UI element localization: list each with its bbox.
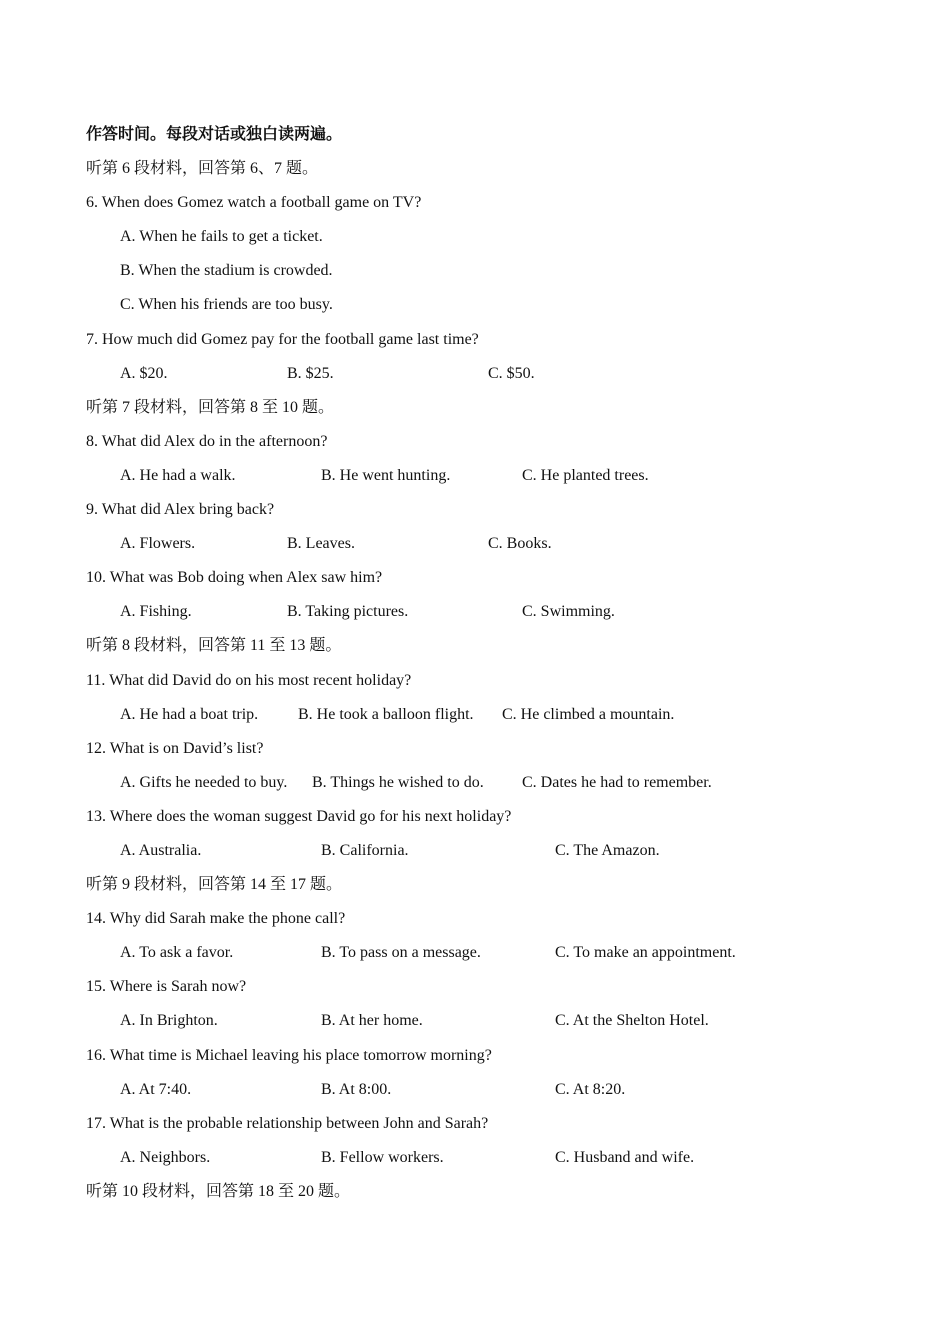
answer-option[interactable]: B. He went hunting. [321, 466, 451, 484]
question-text: 6. When does Gomez watch a football game on TV? [86, 194, 422, 212]
answer-option[interactable]: A. In Brighton. [120, 1012, 218, 1030]
answer-option[interactable]: B. California. [321, 841, 409, 859]
answer-option[interactable]: B. When the stadium is crowded. [120, 262, 333, 280]
options-row [86, 357, 886, 391]
question-text: 15. Where is Sarah now? [86, 978, 247, 996]
answer-option[interactable]: C. He planted trees. [522, 466, 649, 484]
answer-option[interactable]: A. Fishing. [120, 603, 192, 621]
answer-option[interactable]: C. Dates he had to remember. [522, 773, 712, 791]
question-text: 11. What did David do on his most recent holiday? [86, 671, 412, 689]
question-text: 10. What was Bob doing when Alex saw him? [86, 569, 383, 587]
answer-option[interactable]: A. Neighbors. [120, 1148, 211, 1166]
answer-option[interactable]: B. Fellow workers. [321, 1148, 444, 1166]
answer-option[interactable]: A. When he fails to get a ticket. [120, 228, 323, 246]
answer-option[interactable]: B. He took a balloon flight. [298, 705, 474, 723]
answer-option[interactable]: A. He had a walk. [120, 466, 236, 484]
listening-section [86, 118, 886, 1209]
instruction-text: 作答时间。每段对话或独白读两遍。 [86, 126, 343, 143]
options-row [86, 1073, 886, 1107]
answer-option[interactable]: C. $50. [488, 364, 535, 382]
options-row [86, 459, 886, 493]
options-row [86, 1004, 886, 1038]
options-row [86, 595, 886, 629]
answer-option[interactable]: A. Australia. [120, 841, 202, 859]
answer-option[interactable]: C. At the Shelton Hotel. [555, 1012, 709, 1030]
options-row [86, 834, 886, 868]
answer-option[interactable]: C. Swimming. [522, 603, 615, 621]
answer-option[interactable]: C. To make an appointment. [555, 944, 736, 962]
answer-option[interactable]: B. At 8:00. [321, 1080, 392, 1098]
section-header: 听第 9 段材料，回答第 14 至 17 题。 [86, 876, 343, 894]
answer-option[interactable]: A. To ask a favor. [120, 944, 234, 962]
answer-option[interactable]: B. Things he wished to do. [312, 773, 484, 791]
question-text: 16. What time is Michael leaving his place tomorrow morning? [86, 1046, 492, 1064]
section-header: 听第 7 段材料，回答第 8 至 10 题。 [86, 398, 335, 416]
answer-option[interactable]: B. At her home. [321, 1012, 423, 1030]
answer-option[interactable]: C. Husband and wife. [555, 1148, 695, 1166]
answer-option[interactable]: A. Flowers. [120, 535, 196, 553]
question-text: 12. What is on David’s list? [86, 739, 264, 757]
answer-option[interactable]: C. When his friends are too busy. [120, 296, 333, 314]
answer-option[interactable]: B. To pass on a message. [321, 944, 481, 962]
question-text: 17. What is the probable relationship between John and Sarah? [86, 1114, 489, 1132]
answer-option[interactable]: A. At 7:40. [120, 1080, 192, 1098]
options-row [86, 698, 886, 732]
question-text: 14. Why did Sarah make the phone call? [86, 910, 346, 928]
section-header: 听第 10 段材料，回答第 18 至 20 题。 [86, 1182, 351, 1200]
answer-option[interactable]: C. Books. [488, 535, 552, 553]
answer-option[interactable]: A. He had a boat trip. [120, 705, 259, 723]
question-text: 7. How much did Gomez pay for the football game last time? [86, 330, 479, 348]
answer-option[interactable]: A. $20. [120, 364, 168, 382]
options-row [86, 936, 886, 970]
answer-option[interactable]: B. Leaves. [287, 535, 355, 553]
options-row [86, 1141, 886, 1175]
options-row [86, 527, 886, 561]
question-text: 13. Where does the woman suggest David go for his next holiday? [86, 807, 512, 825]
options-row [86, 766, 886, 800]
answer-option[interactable]: A. Gifts he needed to buy. [120, 773, 288, 791]
answer-option[interactable]: C. He climbed a mountain. [502, 705, 675, 723]
answer-option[interactable]: B. $25. [287, 364, 334, 382]
question-text: 9. What did Alex bring back? [86, 501, 275, 519]
section-header: 听第 6 段材料，回答第 6、7 题。 [86, 160, 319, 178]
answer-option[interactable]: B. Taking pictures. [287, 603, 409, 621]
answer-option[interactable]: C. At 8:20. [555, 1080, 626, 1098]
section-header: 听第 8 段材料，回答第 11 至 13 题。 [86, 637, 342, 655]
question-text: 8. What did Alex do in the afternoon? [86, 432, 328, 450]
answer-option[interactable]: C. The Amazon. [555, 841, 660, 859]
